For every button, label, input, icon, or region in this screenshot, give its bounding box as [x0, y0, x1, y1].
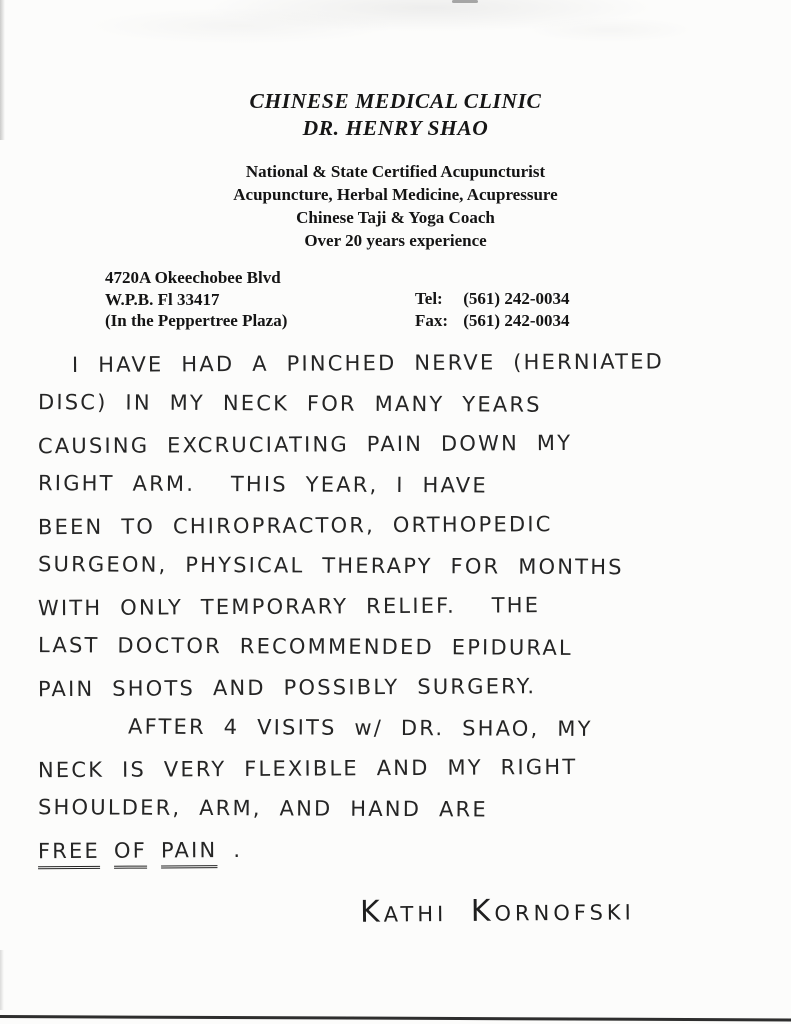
handwriting-line: CAUSING EXCRUCIATING PAIN DOWN MY	[37, 430, 573, 459]
handwriting-line: LAST DOCTOR RECOMMENDED EPIDURAL	[37, 632, 573, 660]
handwriting-line: SHOULDER, ARM, AND HAND ARE	[37, 794, 488, 821]
closing-word-underlined: FREE	[37, 838, 101, 864]
handwriting-line: RIGHT ARM. THIS YEAR, I HAVE	[37, 470, 488, 497]
handwriting-line: BEEN TO CHIROPRACTOR, ORTHOPEDIC	[37, 512, 553, 540]
letterhead-title	[0, 88, 791, 142]
tel-row	[415, 288, 569, 310]
scan-bottom-line	[0, 1015, 791, 1021]
closing-period: .	[233, 837, 243, 863]
address-block	[105, 267, 287, 332]
tel-number: (561) 242-0034	[463, 289, 570, 308]
clinic-name: CHINESE MEDICAL CLINIC	[249, 89, 542, 113]
handwriting-line: AFTER 4 VISITS w/ DR. SHAO, MY	[127, 714, 593, 741]
tel-label: Tel:	[415, 289, 443, 308]
address-line: W.P.B. Fl 33417	[105, 289, 220, 309]
doctor-name: DR. HENRY SHAO	[302, 116, 489, 140]
fax-label: Fax:	[415, 310, 449, 330]
credential-line: National & State Certified Acupuncturist	[245, 162, 546, 181]
fax-row	[415, 310, 569, 332]
closing-word-underlined: OF	[113, 838, 148, 863]
handwriting-line: NECK IS VERY FLEXIBLE AND MY RIGHT	[37, 754, 578, 783]
closing-word-underlined: PAIN	[160, 838, 218, 863]
handwriting-line: SURGEON, PHYSICAL THERAPY FOR MONTHS	[37, 551, 624, 579]
scan-edge-artifact-lower	[0, 950, 4, 1010]
credential-line: Chinese Taji & Yoga Coach	[296, 208, 495, 227]
address-line: (In the Peppertree Plaza)	[105, 311, 288, 330]
credential-line: Over 20 years experience	[304, 231, 487, 250]
fax-number: (561) 242-0034	[463, 310, 570, 330]
handwriting-line: I HAVE HAD A PINCHED NERVE (HERNIATED	[71, 349, 665, 378]
scan-top-smudge	[452, 0, 478, 3]
handwriting-line: DISC) IN MY NECK FOR MANY YEARS	[37, 389, 542, 417]
phone-block	[415, 288, 569, 331]
handwriting-closing-line	[38, 835, 768, 883]
address-line: 4720A Okeechobee Blvd	[105, 268, 281, 287]
credential-line: Acupuncture, Herbal Medicine, Acupressure	[233, 185, 558, 204]
handwritten-testimonial	[38, 351, 768, 928]
credentials-block	[0, 160, 791, 252]
handwriting-line: WITH ONLY TEMPORARY RELIEF. THE	[37, 593, 541, 621]
handwriting-line: PAIN SHOTS AND POSSIBLY SURGERY.	[37, 674, 537, 702]
signature: Kathi Kornofski	[359, 892, 635, 930]
